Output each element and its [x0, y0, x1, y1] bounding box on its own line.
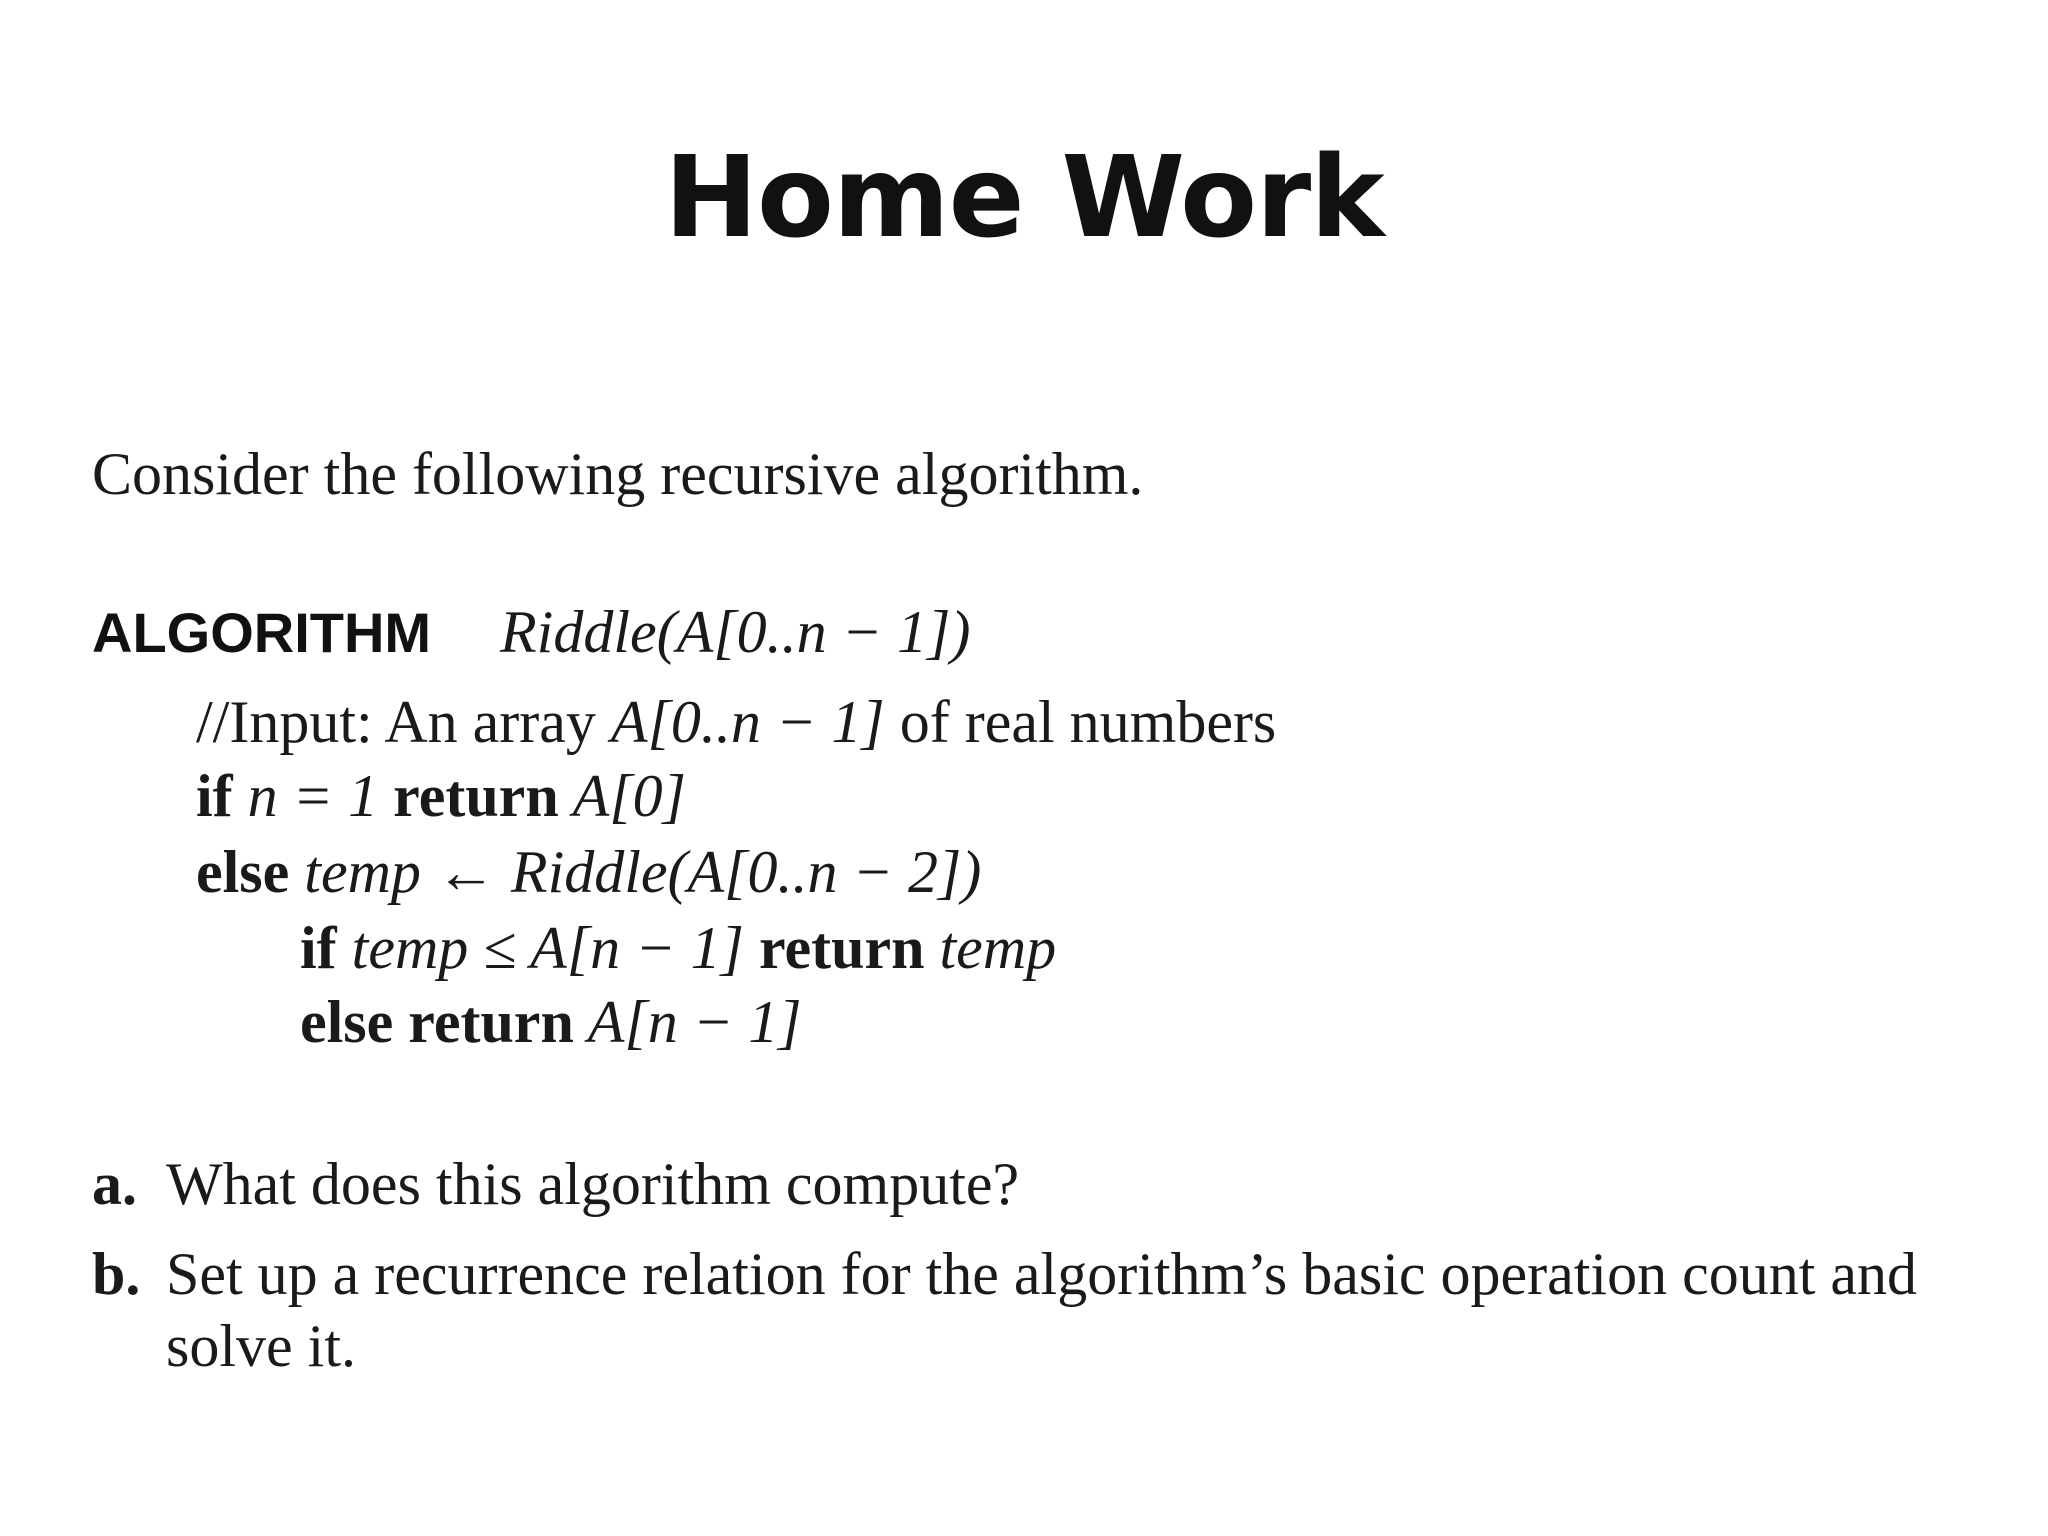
- question-a-label: a.: [92, 1151, 137, 1217]
- return-temp: temp: [924, 915, 1057, 981]
- comment-prefix: //Input: An array: [196, 689, 611, 755]
- condition-temp-le: temp ≤ A[n − 1]: [336, 915, 759, 981]
- algorithm-recursive-call-line: [196, 838, 981, 907]
- algorithm-name: Riddle: [500, 599, 657, 665]
- algorithm-compare-line: [300, 914, 1056, 983]
- keyword-return: return: [393, 763, 559, 829]
- algorithm-param: (A[0..n − 1]): [656, 599, 971, 665]
- algorithm-else-return-line: [300, 988, 802, 1057]
- condition-n-equals-1: n = 1: [232, 763, 394, 829]
- recursive-call: Riddle(A[0..n − 2]): [510, 839, 982, 905]
- question-b-continuation: solve it.: [166, 1313, 356, 1379]
- comment-array: A[0..n − 1]: [610, 689, 885, 755]
- question-b: [92, 1240, 1917, 1309]
- keyword-else-return: else return: [300, 989, 574, 1055]
- comment-suffix: of real numbers: [884, 689, 1277, 755]
- algorithm-base-case-line: [196, 762, 686, 831]
- algorithm-comment-line: [196, 688, 1276, 757]
- question-b-text: Set up a recurrence relation for the algorithm’s basic operation count and: [166, 1241, 1918, 1307]
- question-a: [92, 1150, 1019, 1219]
- algorithm-signature: [500, 598, 970, 667]
- keyword-else: else: [196, 839, 290, 905]
- keyword-return-2: return: [758, 915, 925, 981]
- page-title: Home Work: [664, 133, 1384, 263]
- return-last-element: A[n − 1]: [573, 989, 802, 1055]
- keyword-if: if: [196, 763, 233, 829]
- intro-text: Consider the following recursive algorithm.: [92, 441, 1144, 507]
- question-b-label: b.: [92, 1241, 141, 1307]
- algorithm-keyword: ALGORITHM: [92, 601, 432, 664]
- question-a-text: What does this algorithm compute?: [166, 1151, 1020, 1217]
- return-a0: A[0]: [558, 763, 686, 829]
- keyword-if-2: if: [300, 915, 337, 981]
- temp-variable: temp: [289, 839, 421, 905]
- assign-arrow: ←: [420, 839, 511, 905]
